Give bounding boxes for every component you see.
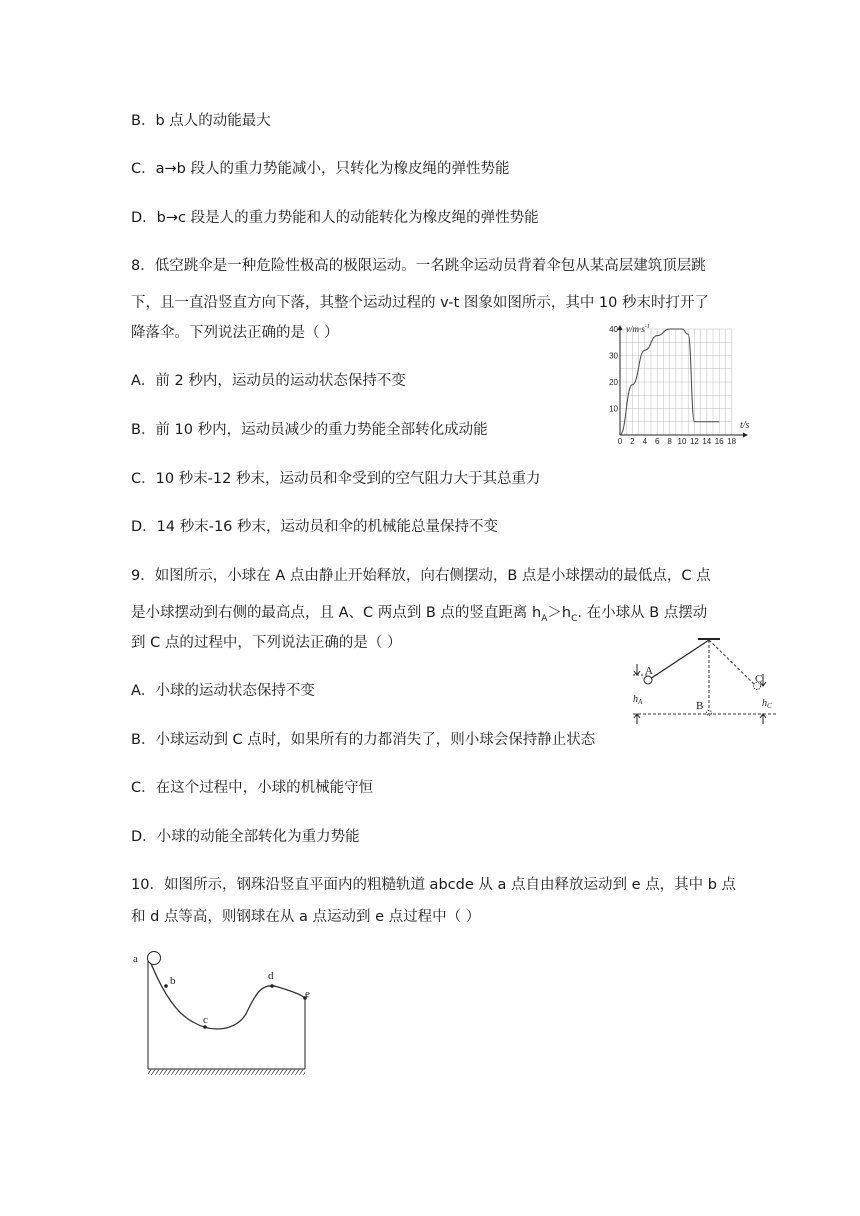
q8-option-d: D．14 秒末-16 秒末，运动员和伞的机械能总量保持不变 xyxy=(131,519,499,535)
vt-x-tick-label: 8 xyxy=(667,437,672,444)
track-label-b: b xyxy=(170,975,176,987)
q7-option-c: C．a→b 段人的重力势能减小，只转化为橡皮绳的弹性势能 xyxy=(131,161,510,177)
vt-y-tick-label: 10 xyxy=(609,404,618,414)
point-d-dot xyxy=(270,984,274,988)
vt-x-tick-label: 6 xyxy=(654,437,660,444)
vt-x-tick-label: 16 xyxy=(714,437,724,444)
label-h-c: $h_C$ xyxy=(762,698,772,710)
pendulum-figure xyxy=(628,634,788,724)
label-c: C xyxy=(755,673,763,685)
q7-option-d: D．b→c 段是人的重力势能和人的动能转化为橡皮绳的弹性势能 xyxy=(131,210,539,226)
vt-x-tick-label: 10 xyxy=(677,437,687,444)
vt-x-tick-label: 4 xyxy=(642,437,648,444)
q9-stem-line-3: 到 C 点的过程中，下列说法正确的是（ ） xyxy=(131,635,402,651)
q7-option-b: B．b 点人的动能最大 xyxy=(131,113,271,129)
q9-option-b: B．小球运动到 C 点时，如果所有的力都消失了，则小球会保持静止状态 xyxy=(131,732,596,748)
ball-a xyxy=(644,676,652,684)
q8-stem-line-2: 下，且一直沿竖直方向下落，其整个运动过程的 v-t 图象如图所示，其中 10 秒末时打开了 xyxy=(131,295,709,311)
vt-x-tick-label: 14 xyxy=(702,437,712,444)
vt-graph xyxy=(600,318,760,444)
q9-stem-line-2: 是小球摆动到右侧的最高点，且 A、C 两点到 B 点的竖直距离 $h_A>h_C$. 在小球从 B 点摆动 xyxy=(131,605,708,624)
vt-y-tick-label: 20 xyxy=(609,378,618,387)
vt-x-tick-label: 2 xyxy=(630,437,635,444)
vt-graph-figure xyxy=(600,318,760,444)
q9-option-c: C．在这个过程中，小球的机械能守恒 xyxy=(131,780,374,796)
track-diagram xyxy=(128,942,313,1082)
q8-stem-line-3: 降落伞。下列说法正确的是（ ） xyxy=(131,325,339,341)
track-curve xyxy=(148,956,305,1029)
q10-stem-line-1: 10．如图所示，钢珠沿竖直平面内的粗糙轨道 abcde 从 a 点自由释放运动到 e 点，其中 b 点 xyxy=(131,877,737,893)
ground-hatching xyxy=(148,1069,305,1075)
vt-y-tick-label: 30 xyxy=(609,351,618,361)
q8-option-c: C．10 秒末-12 秒末，运动员和伞受到的空气阻力大于其总重力 xyxy=(131,471,541,487)
vt-y-arrow-icon xyxy=(618,325,623,330)
vt-y-tick-label: 40 xyxy=(609,325,618,334)
q9-option-a: A．小球的运动状态保持不变 xyxy=(131,683,315,699)
vt-x-tick-label: 12 xyxy=(689,437,699,444)
q8-stem-line-1: 8．低空跳伞是一种危险性极高的极限运动。一名跳伞运动员背着伞包从某高层建筑顶层跳 xyxy=(131,258,706,274)
steel-ball xyxy=(148,952,161,965)
q8-option-b: B．前 10 秒内，运动员减少的重力势能全部转化成动能 xyxy=(131,422,488,438)
track-label-c: c xyxy=(203,1014,208,1026)
q9-option-d: D．小球的动能全部转化为重力势能 xyxy=(131,829,360,845)
label-a: A xyxy=(645,665,653,677)
pendulum-diagram xyxy=(628,634,788,724)
q9-stem-line-1: 9．如图所示，小球在 A 点由静止开始释放，向右侧摆动，B 点是小球摆动的最低点，C 点 xyxy=(131,568,711,584)
q8-option-a: A．前 2 秒内，运动员的运动状态保持不变 xyxy=(131,373,406,389)
track-figure xyxy=(128,942,313,1082)
track-label-e: e xyxy=(305,988,310,1000)
vt-x-tick-label: 18 xyxy=(727,437,737,444)
track-label-a: a xyxy=(133,953,138,965)
track-label-d: d xyxy=(268,970,274,982)
point-b-dot xyxy=(164,984,168,988)
label-h-a: $h_A$ xyxy=(633,694,643,706)
label-b: B xyxy=(696,700,704,712)
pendulum-string xyxy=(650,640,709,679)
ball-b xyxy=(707,711,712,716)
vt-x-arrow-icon xyxy=(743,433,748,438)
vt-x-unit-label: t/s xyxy=(740,420,750,431)
q10-stem-line-2: 和 d 点等高，则钢球在从 a 点运动到 e 点过程中（ ） xyxy=(131,909,481,925)
pendulum-path-to-c xyxy=(709,640,756,686)
vt-y-unit-label: $v/m\cdot s^{-1}$ xyxy=(626,324,650,334)
vt-x-tick-label: 0 xyxy=(617,437,623,444)
